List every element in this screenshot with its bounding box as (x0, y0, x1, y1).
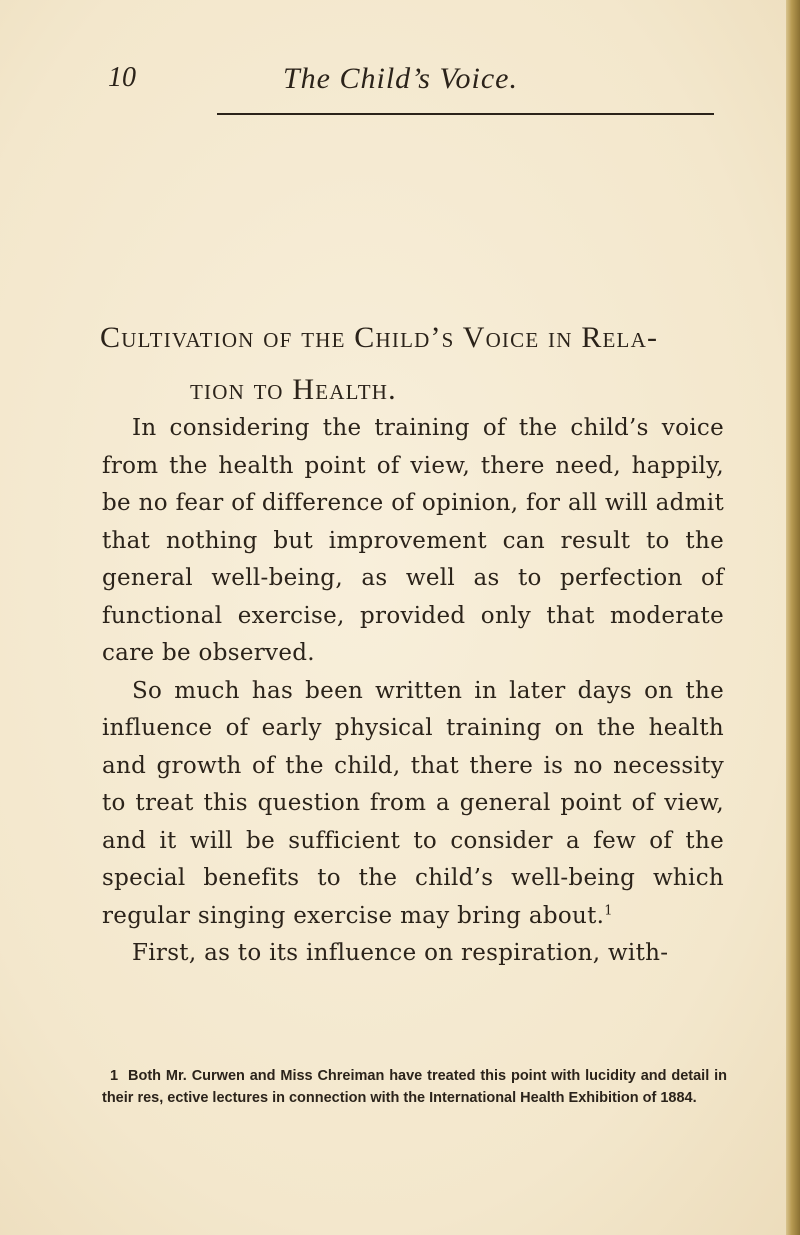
section-heading-line-2: tion to Health. (190, 373, 397, 406)
section-heading-line-1: Cultivation of the Child’s Voice in Rela- (100, 321, 659, 354)
paragraph-3: First, as to its influence on respiration, with- (132, 940, 669, 966)
footnote-text: Both Mr. Curwen and Miss Chreiman have treated this point with lucidity and detail in their res, ective lectures in connection with the International Health Exhibition of 1884. (102, 1068, 727, 1106)
page-edge (786, 0, 800, 1235)
footnote-reference[interactable]: 1 (604, 902, 613, 918)
page-number: 10 (108, 62, 136, 93)
section-heading (100, 312, 740, 416)
running-title: The Child’s Voice. (283, 62, 518, 95)
body-text (102, 410, 724, 973)
paragraph-2 (102, 673, 724, 936)
page-header (0, 62, 790, 102)
paragraph-2-text: So much has been written in later days on the influence of early physical training on the health and growth of the child, that there is no necessity to treat this question from a general point of view, and it will be sufficient to consider a few of the special benefits to the child’s well-being which regular singing exercise may bring about. (102, 677, 724, 929)
paragraph-1: In considering the training of the child’s voice from the health point of view, there need, happily, be no fear of difference of opinion, for all will admit that nothing but improvement can result to the general well-being, as well as to perfection of functional exercise, provided only that moderate care be observed. (102, 415, 724, 666)
footnote-number: 1 (110, 1068, 119, 1084)
header-rule (217, 113, 714, 115)
footnote (102, 1065, 727, 1109)
